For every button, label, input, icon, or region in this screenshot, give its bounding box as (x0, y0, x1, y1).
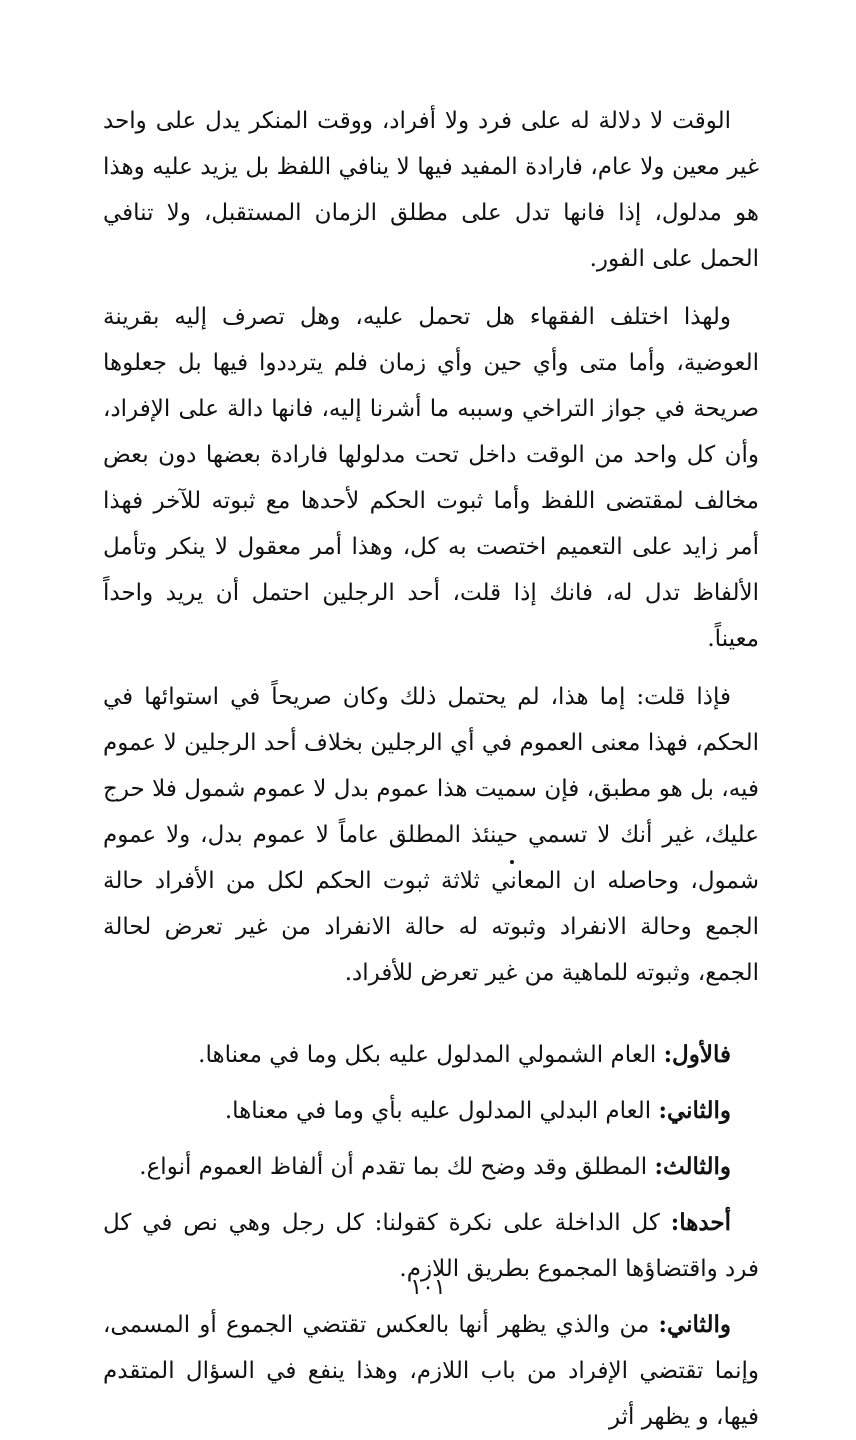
definition-term: والثالث: (654, 1153, 731, 1180)
definition-text: العام البدلي المدلول عليه بأي وما في معناها. (224, 1098, 652, 1124)
item-text: كل الداخلة على نكرة كقولنا: كل رجل وهي نص في كل فرد واقتضاؤها المجموع بطريق اللازم. (103, 1210, 759, 1282)
definition-third (103, 1144, 759, 1190)
stray-dot (510, 860, 514, 864)
definition-first (103, 1032, 759, 1078)
item-text: من والذي يظهر أنها بالعكس تقتضي الجموع أو المسمى، وإنما تقتضي الإفراد من باب اللازم، وهذا ينفع في السؤال المتقدم فيها، و يظهر أثر (103, 1312, 759, 1430)
paragraph-3: فإذا قلت: إما هذا، لم يحتمل ذلك وكان صريحاً في استوائها في الحكم، فهذا معنى العموم في أي الرجلين بخلاف أحد الرجلين لا عموم فيه، بل هو مطبق، فإن سميت هذا عموم بدل لا عموم شمول فلا حرج عليك، غير أنك لا تسمي حينئذ المطلق عاماً لا عموم بدل، ولا عموم شمول، وحاصله ان المعاني ثلاثة ثبوت الحكم لكل من الأفراد حالة الجمع وحالة الانفراد وثبوته له حالة الانفراد من غير تعرض لحالة الجمع، وثبوته للماهية من غير تعرض للأفراد. (103, 684, 759, 986)
definition-term: والثاني: (658, 1097, 731, 1124)
definition-text: المطلق وقد وضح لك بما تقدم أن ألفاظ العموم أنواع. (139, 1154, 648, 1180)
definition-text: العام الشمولي المدلول عليه بكل وما في معناها. (198, 1042, 657, 1068)
definition-term: فالأول: (663, 1041, 731, 1068)
definition-second (103, 1088, 759, 1134)
page-number: ١٠١ (410, 1275, 446, 1300)
paragraph-1: الوقت لا دلالة له على فرد ولا أفراد، ووقت المنكر يدل على واحد غير معين ولا عام، فارادة المفيد فيها لا ينافي اللفظ بل يزيد عليه وهذا هو مدلول، إذا فانها تدل على مطلق الزمان المستقبل، ولا تنافي الحمل على الفور. (103, 108, 759, 272)
item-term: والثاني: (658, 1311, 731, 1338)
item-term: أحدها: (670, 1209, 732, 1236)
paragraph-2: ولهذا اختلف الفقهاء هل تحمل عليه، وهل تصرف إليه بقرينة العوضية، وأما متى وأي حين وأي زمان فلم يترددوا فيها بل جعلوها صريحة في جواز التراخي وسببه ما أشرنا إليه، فانها دالة على الإفراد، وأن كل واحد من الوقت داخل تحت مدلولها فارادة بعضها دون بعض مخالف لمقتضى اللفظ وأما ثبوت الحكم لأحدها مع ثبوته للآخر فهذا أمر زايد على التعميم اختصت به كل، وهذا أمر معقول لا ينكر وتأمل الألفاظ تدل له، فانك إذا قلت، أحد الرجلين احتمل أن يريد واحداً معيناً. (103, 304, 759, 652)
list-item-second (103, 1302, 759, 1440)
